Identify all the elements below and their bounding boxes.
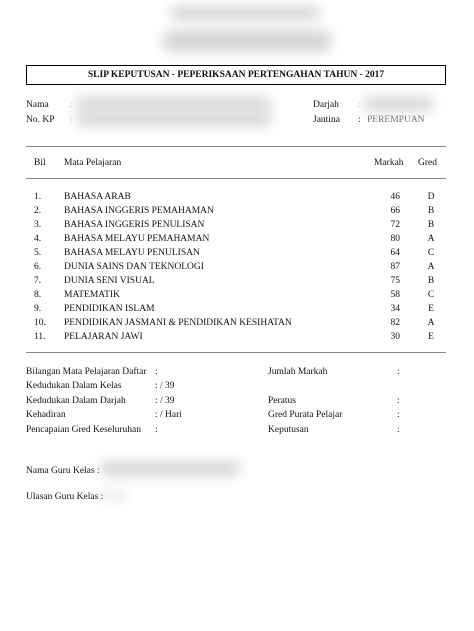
row-subject: BAHASA INGGERIS PEMAHAMAN — [64, 206, 214, 216]
row-bil: 6. — [34, 262, 42, 272]
table-row — [0, 220, 474, 234]
table-row — [0, 332, 474, 346]
table-row — [0, 318, 474, 332]
redacted-school-header — [170, 6, 320, 20]
row-bil: 10. — [34, 318, 46, 328]
class-colon: : — [358, 100, 361, 110]
row-mark: 75 — [390, 276, 400, 286]
row-grade: D — [427, 192, 435, 202]
row-bil: 8. — [34, 290, 42, 300]
row-mark: 87 — [390, 262, 400, 272]
row-bil: 11. — [34, 332, 46, 342]
divider-table-bottom — [26, 352, 446, 353]
average-grade-colon: : — [397, 410, 400, 420]
header-bil: Bil — [34, 158, 46, 168]
kp-label: No. KP — [26, 115, 55, 125]
percentage-label: Peratus — [268, 396, 296, 406]
row-grade: A — [427, 234, 435, 244]
table-row — [0, 206, 474, 220]
divider-top — [26, 146, 446, 147]
class-position-label: Kedudukan Dalam Kelas — [26, 381, 122, 391]
slip-title: SLIP KEPUTUSAN - PEPERIKSAAN PERTENGAHAN TAHUN - 2017 — [26, 65, 446, 85]
grade-position-label: Kedudukan Dalam Darjah — [26, 396, 126, 406]
attendance-value: : / Hari — [155, 410, 182, 420]
subjects-registered-colon: : — [155, 367, 158, 377]
redacted-name — [76, 97, 272, 111]
row-subject: PENDIDIKAN ISLAM — [64, 304, 155, 314]
row-mark: 82 — [390, 318, 400, 328]
gender-value: PEREMPUAN — [367, 115, 425, 125]
header-mark: Markah — [374, 158, 404, 168]
redacted-teacher-remarks — [100, 490, 130, 500]
table-row — [0, 262, 474, 276]
row-mark: 46 — [390, 192, 400, 202]
subjects-registered-label: Bilangan Mata Pelajaran Daftar — [26, 367, 147, 377]
table-row — [0, 248, 474, 262]
gender-colon: : — [358, 115, 361, 125]
row-bil: 5. — [34, 248, 42, 258]
row-grade: E — [428, 332, 434, 342]
row-subject: BAHASA INGGERIS PENULISAN — [64, 220, 205, 230]
row-subject: PENDIDIKAN JASMANI & PENDIDIKAN KESIHATAN — [64, 318, 292, 328]
average-grade-label: Gred Purata Pelajar — [268, 410, 343, 420]
row-grade: A — [427, 318, 435, 328]
row-grade: C — [427, 248, 435, 258]
row-mark: 80 — [390, 234, 400, 244]
row-grade: E — [428, 304, 434, 314]
row-bil: 1. — [34, 192, 42, 202]
total-marks-colon: : — [397, 367, 400, 377]
percentage-colon: : — [397, 396, 400, 406]
class-position-value: : / 39 — [155, 381, 175, 391]
row-mark: 66 — [390, 206, 400, 216]
row-grade: B — [427, 206, 435, 216]
teacher-name-label: Nama Guru Kelas : — [26, 466, 100, 476]
teacher-remarks-label: Ulasan Guru Kelas : — [26, 492, 104, 502]
table-row — [0, 290, 474, 304]
total-marks-label: Jumlah Markah — [268, 367, 328, 377]
row-mark: 64 — [390, 248, 400, 258]
table-row — [0, 192, 474, 206]
redacted-teacher-name — [100, 461, 240, 476]
row-subject: BAHASA ARAB — [64, 192, 131, 202]
redacted-class — [364, 97, 434, 111]
row-bil: 9. — [34, 304, 42, 314]
row-subject: DUNIA SAINS DAN TEKNOLOGI — [64, 262, 204, 272]
gender-label: Jantina — [313, 115, 340, 125]
row-mark: 30 — [390, 332, 400, 342]
row-subject: MATEMATIK — [64, 290, 120, 300]
table-row — [0, 304, 474, 318]
header-subject: Mata Pelajaran — [64, 158, 122, 168]
row-subject: DUNIA SENI VISUAL — [64, 276, 155, 286]
row-subject: BAHASA MELAYU PENULISAN — [64, 248, 200, 258]
result-label: Keputusan — [268, 425, 309, 435]
row-bil: 7. — [34, 276, 42, 286]
kp-colon: : — [70, 115, 73, 125]
grade-position-value: : / 39 — [155, 396, 175, 406]
redacted-kp — [76, 112, 272, 126]
name-label: Nama — [26, 100, 49, 110]
redacted-school-address — [162, 30, 332, 52]
header-grade: Gred — [418, 158, 437, 168]
row-subject: PELAJARAN JAWI — [64, 332, 143, 342]
divider-header — [26, 178, 446, 179]
row-mark: 34 — [390, 304, 400, 314]
overall-grade-label: Pencapaian Gred Keseluruhan — [26, 425, 142, 435]
table-row — [0, 234, 474, 248]
table-header — [0, 158, 474, 172]
row-subject: BAHASA MELAYU PEMAHAMAN — [64, 234, 210, 244]
row-grade: C — [427, 290, 435, 300]
row-grade: A — [427, 262, 435, 272]
row-bil: 4. — [34, 234, 42, 244]
row-mark: 72 — [390, 220, 400, 230]
name-colon: : — [70, 100, 73, 110]
row-bil: 3. — [34, 220, 42, 230]
row-bil: 2. — [34, 206, 42, 216]
row-grade: B — [427, 220, 435, 230]
overall-grade-colon: : — [155, 425, 158, 435]
class-label: Darjah — [313, 100, 339, 110]
row-mark: 58 — [390, 290, 400, 300]
result-colon: : — [397, 425, 400, 435]
attendance-label: Kehadiran — [26, 410, 66, 420]
row-grade: B — [427, 276, 435, 286]
table-row — [0, 276, 474, 290]
